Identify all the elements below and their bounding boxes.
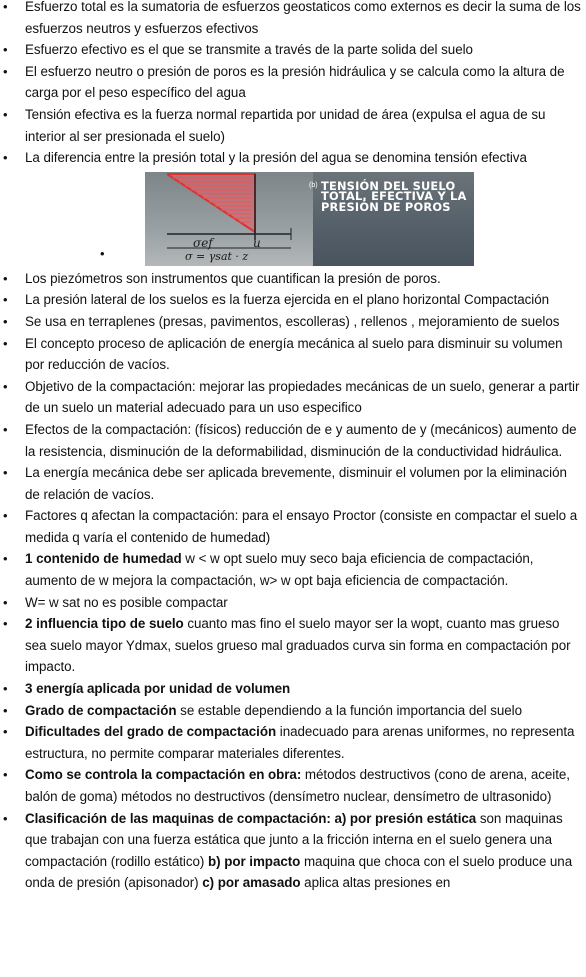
list-item: • Esfuerzo total es la sumatoria de esfuerzos geostaticos como externos es decir la suma de los esfuerzos neutros y esfuerzos efectivos xyxy=(0,0,586,39)
list-item: • Como se controla la compactación en obra: métodos destructivos (cono de arena, aceite, balón de goma) métodos no destructivos (densímetro nuclear, densímetro de ultrasonido) xyxy=(0,764,586,807)
figure-row xyxy=(0,169,586,268)
list-item: • Dificultades del grado de compactación inadecuado para arenas uniformes, no representa estructura, no permite comparar materiales diferentes. xyxy=(0,721,586,764)
list-item: • 2 influencia tipo de suelo cuanto mas fino el suelo mayor ser la wopt, cuanto mas grueso sea suelo mayor Ydmax, suelos grueso mal graduados curva sin forma en compactación por impacto. xyxy=(0,613,586,678)
label-total-stress-equation: σ = γsat · z xyxy=(185,249,249,263)
list-item: • Clasificación de las maquinas de compactación: a) por presión estática son maquinas que trabajan con una fuerza estática que junto a la fricción interna en el suelo genera una compactación (rodillo estático) b) por impacto maquina que choca con el suelo produce una onda de presión (apisonador) c) por amasado aplica altas presiones en xyxy=(0,808,586,894)
list-item: • La diferencia entre la presión total y la presión del agua se denomina tensión efectiva xyxy=(0,147,586,169)
list-item: • 3 energía aplicada por unidad de volumen xyxy=(0,678,586,700)
empty-bullet: • xyxy=(100,245,105,261)
list-item: • Tensión efectiva es la fuerza normal repartida por unidad de área (expulsa el agua de su interior al ser presionada el suelo) xyxy=(0,104,586,147)
label-pore-pressure: u xyxy=(253,235,261,250)
list-item: • La energía mecánica debe ser aplicada brevemente, disminuir el volumen por la eliminación de relación de vacíos. xyxy=(0,462,586,505)
list-item: • La presión lateral de los suelos es la fuerza ejercida en el plano horizontal Compactación xyxy=(0,289,586,311)
list-item: • Grado de compactación se estable dependiendo a la función importancia del suelo xyxy=(0,700,586,722)
list-item: • Factores q afectan la compactación: para el ensayo Proctor (consiste en compactar el suelo a medida q varía el contenido de humedad) xyxy=(0,505,586,548)
list-item: • Efectos de la compactación: (físicos) reducción de e y aumento de y (mecánicos) aumento de la resistencia, disminución de la deformabilidad, disminución de la conductividad hidráulica. xyxy=(0,419,586,462)
list-item: • Objetivo de la compactación: mejorar las propiedades mecánicas de un suelo, generar a partir de un suelo un material adecuado para un uso especifico xyxy=(0,376,586,419)
bullet-list-top xyxy=(0,0,586,169)
list-item: • El concepto proceso de aplicación de energía mecánica al suelo para disminuir su volumen por reducción de vacíos. xyxy=(0,333,586,376)
list-item: • El esfuerzo neutro o presión de poros es la presión hidráulica y se calcula como la altura de carga por el peso específico del agua xyxy=(0,61,586,104)
list-item: • W= w sat no es posible compactar xyxy=(0,592,586,614)
label-effective-stress: σef xyxy=(193,235,213,250)
figure-caption: TENSIÓN DEL SUELO TOTAL, EFECTIVA Y LA PRESIÓN DE POROS xyxy=(321,178,467,214)
bullet-list-last xyxy=(0,808,586,894)
list-item: • Los piezómetros son instrumentos que cuantifican la presión de poros. xyxy=(0,268,586,290)
list-item: • Se usa en terraplenes (presas, pavimentos, escolleras) , rellenos , mejoramiento de suelos xyxy=(0,311,586,333)
list-item: • Esfuerzo efectivo es el que se transmite a través de la parte solida del suelo xyxy=(0,39,586,61)
stress-diagram-image xyxy=(145,172,474,266)
figure-number: (b) xyxy=(309,181,318,189)
bullet-list-bottom xyxy=(0,268,586,808)
list-item: • 1 contenido de humedad w < w opt suelo muy seco baja eficiencia de compactación, aumento de w mejora la compactación, w> w opt baja eficiencia de compactación. xyxy=(0,548,586,591)
